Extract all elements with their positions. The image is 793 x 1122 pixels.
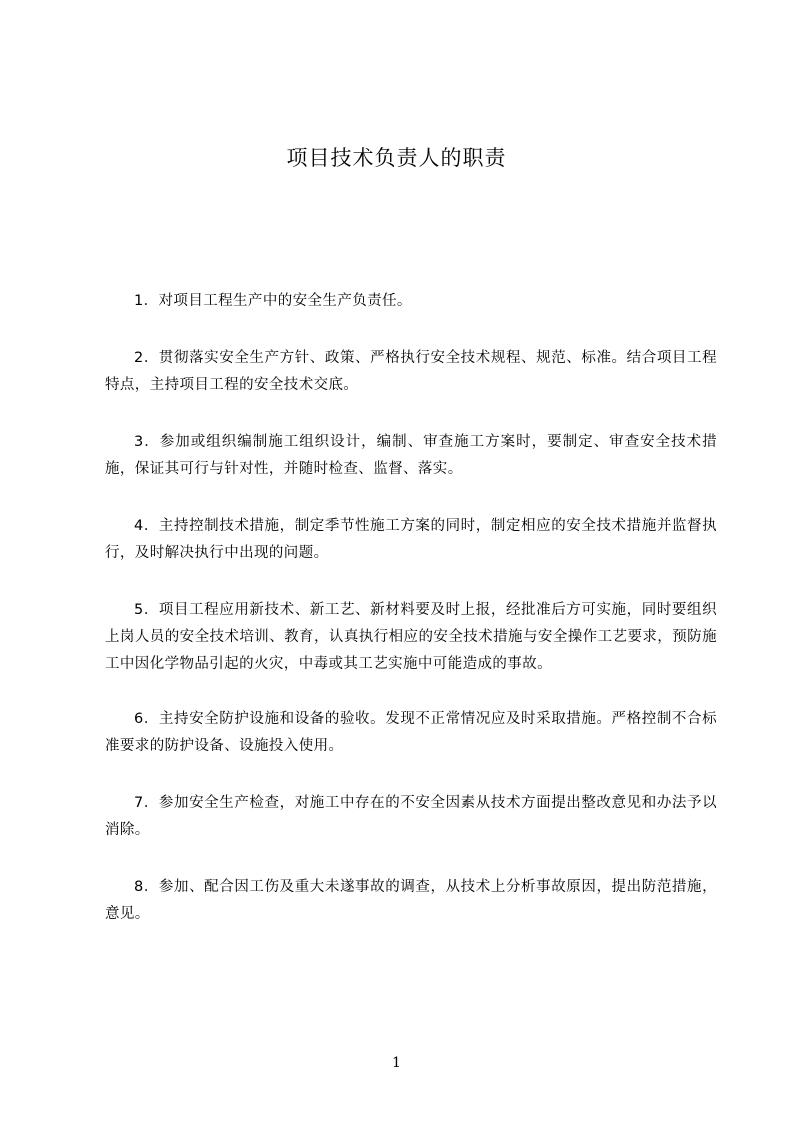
paragraph-7: 7．参加安全生产检查，对施工中存在的不安全因素从技术方面提出整改意见和办法予以消除。 — [105, 795, 717, 838]
document-body — [105, 288, 717, 958]
paragraph-4: 4．主持控制技术措施，制定季节性施工方案的同时，制定相应的安全技术措施并监督执行，及时解决执行中出现的问题。 — [105, 518, 717, 561]
page-title: 项目技术负责人的职责 — [286, 146, 507, 170]
paragraph-3: 3．参加或组织编制施工组织设计，编制、审查施工方案时，要制定、审查安全技术措施，保证其可行与针对性，并随时检查、监督、落实。 — [105, 434, 717, 477]
paragraph-2: 2．贯彻落实安全生产方针、政策、严格执行安全技术规程、规范、标准。结合项目工程特点，主持项目工程的安全技术交底。 — [105, 350, 717, 393]
page-number: 1 — [392, 1055, 401, 1071]
paragraph-5: 5．项目工程应用新技术、新工艺、新材料要及时上报，经批准后方可实施，同时要组织上岗人员的安全技术培训、教育，认真执行相应的安全技术措施与安全操作工艺要求，预防施工中因化学物品引起的火灾，中毒或其工艺实施中可能造成的事故。 — [105, 602, 717, 672]
paragraph-1: 1．对项目工程生产中的安全生产负责任。 — [134, 293, 412, 309]
paragraph-6: 6．主持安全防护设施和设备的验收。发现不正常情况应及时采取措施。严格控制不合标准要求的防护设备、设施投入使用。 — [105, 711, 717, 754]
paragraph-8: 8．参加、配合因工伤及重大未遂事故的调查，从技术上分析事故原因，提出防范措施，意见。 — [105, 879, 717, 922]
